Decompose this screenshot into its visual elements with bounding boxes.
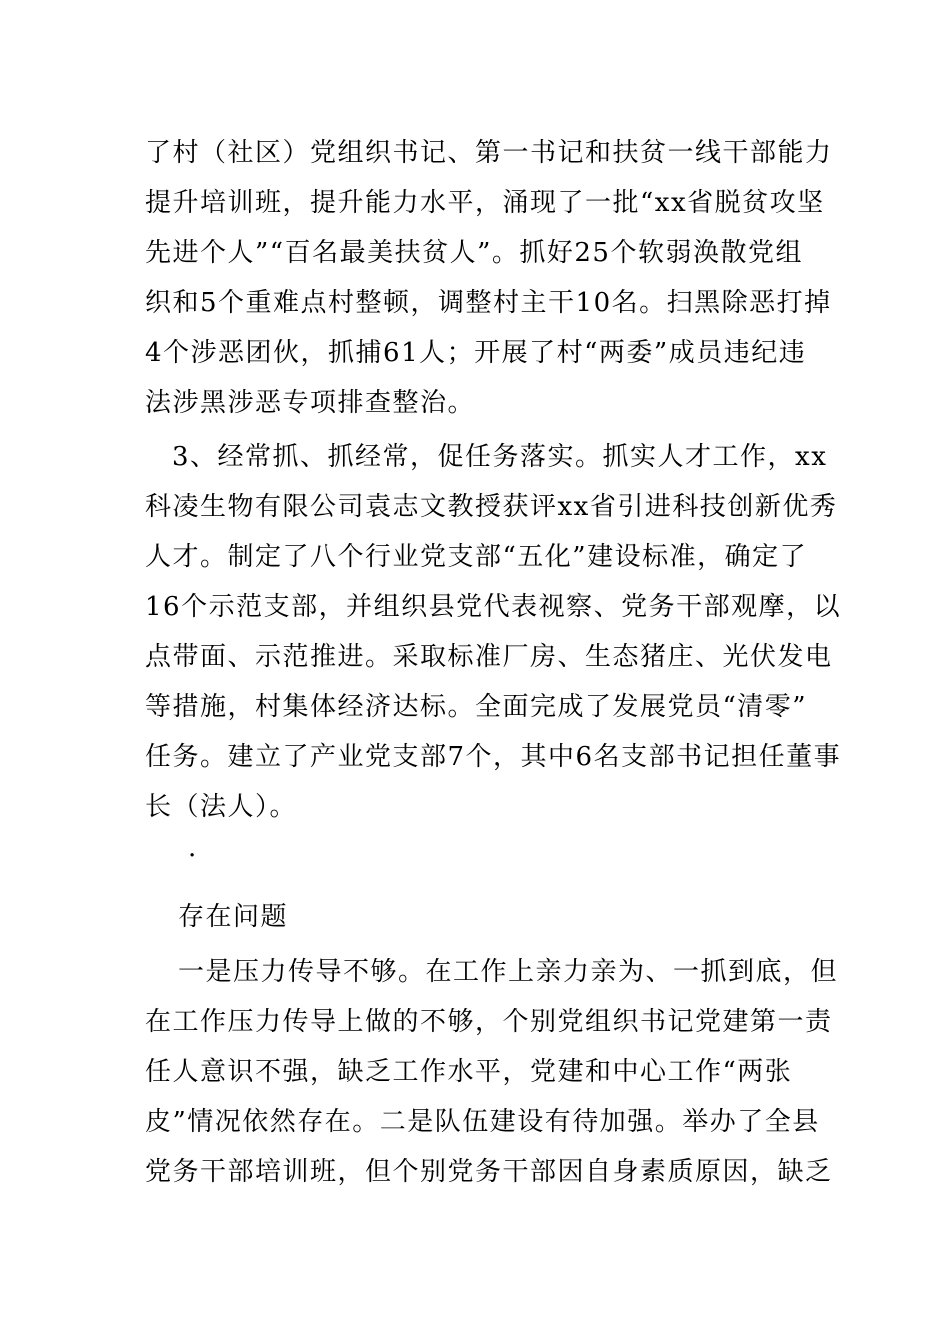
text-line: 16个示范支部，并组织县党代表视察、党务干部观摩，以 xyxy=(145,592,842,622)
text-line: 提升培训班，提升能力水平，涌现了一批“xx省脱贫攻坚 xyxy=(145,188,825,218)
text-line: 等措施，村集体经济达标。全面完成了发展党员“清零” xyxy=(145,692,808,722)
text-line: 4个涉恶团伙，抓捕61人；开展了村“两委”成员违纪违 xyxy=(145,338,807,368)
text-line: 党务干部培训班，但个别党务干部因自身素质原因，缺乏 xyxy=(145,1157,833,1187)
text-line: 人才。制定了八个行业党支部“五化”建设标准，确定了 xyxy=(145,542,808,572)
text-line: 皮”情况依然存在。二是队伍建设有待加强。举办了全县 xyxy=(145,1107,820,1137)
text-line: 点带面、示范推进。采取标准厂房、生态猪庄、光伏发电 xyxy=(145,642,833,672)
text-line: 了村（社区）党组织书记、第一书记和扶贫一线干部能力 xyxy=(145,138,833,168)
section-heading: 存在问题 xyxy=(178,902,289,932)
text-line: 一是压力传导不够。在工作上亲力亲为、一抓到底，但 xyxy=(178,957,839,987)
text-line: 科凌生物有限公司袁志文教授获评xx省引进科技创新优秀 xyxy=(145,492,838,522)
text-line: 3、经常抓、抓经常，促任务落实。抓实人才工作，xx xyxy=(172,442,828,472)
text-line: 在工作压力传导上做的不够，个别党组织书记党建第一责 xyxy=(145,1007,833,1037)
bullet-dot: · xyxy=(188,841,197,871)
text-line: 长（法人）。 xyxy=(145,792,298,822)
text-line: 任务。建立了产业党支部7个，其中6名支部书记担任董事 xyxy=(145,742,842,772)
text-line: 法涉黑涉恶专项排查整治。 xyxy=(145,388,476,418)
text-line: 先进个人”“百名最美扶贫人”。抓好25个软弱涣散党组 xyxy=(145,238,803,268)
text-line: 任人意识不强，缺乏工作水平，党建和中心工作“两张 xyxy=(145,1057,793,1087)
text-line: 织和5个重难点村整顿，调整村主干10名。扫黑除恶打掉 xyxy=(145,288,832,318)
